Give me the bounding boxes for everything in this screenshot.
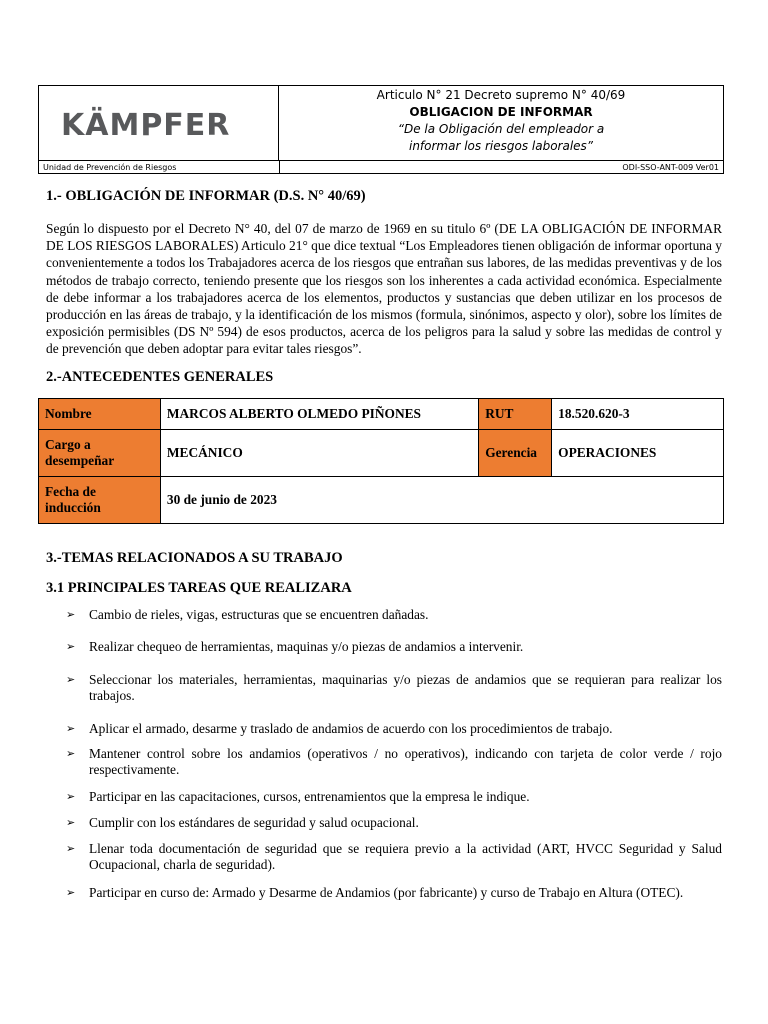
list-item (66, 885, 722, 901)
task-text: Cumplir con los estándares de seguridad y salud ocupacional. (89, 815, 419, 830)
list-item (66, 746, 722, 778)
arrow-bullet-icon: ➢ (66, 722, 76, 735)
gerencia-value: OPERACIONES (552, 430, 724, 477)
task-text: Cambio de rieles, vigas, estructuras que se encuentren dañadas. (89, 607, 429, 622)
cargo-label-line1: Cargo a (45, 437, 91, 452)
list-item (66, 841, 722, 873)
arrow-bullet-icon: ➢ (66, 842, 76, 855)
header-title-line3: “De la Obligación del empleador a (397, 122, 605, 136)
arrow-bullet-icon: ➢ (66, 790, 76, 803)
header-divider (279, 161, 280, 174)
list-item (66, 607, 722, 623)
header-title (279, 86, 723, 161)
arrow-bullet-icon: ➢ (66, 747, 76, 760)
nombre-value: MARCOS ALBERTO OLMEDO PIÑONES (160, 399, 478, 430)
arrow-bullet-icon: ➢ (66, 673, 76, 686)
cargo-label-line2: desempeñar (45, 453, 115, 468)
nombre-label: Nombre (39, 399, 161, 430)
task-text: Participar en las capacitaciones, cursos, entrenamientos que la empresa le indique. (89, 789, 530, 804)
section1-body: Según lo dispuesto por el Decreto N° 40, del 07 de marzo de 1969 en su titulo 6º (DE LA OBLIGACIÓN DE INFORMAR DE LOS RIESGOS LABORALES) Articulo 21° que dice textual “Los Empleadores tienen obligación de informar oportuna y convenientemente a todos los Trabajadores acerca de los riesgos que entrañan sus labores, de las medidas preventivas y de los métodos de trabajo correcto, teniendo presente que los riesgos son los inherentes a cada actividad económica. Especialmente de debe informar a los trabajadores acerca de los elementos, productos y sustancias que deben utilizar en los procesos de producción en las áreas de trabajo, y la identificación de los mismos (formula, sinónimos, aspecto y olor), sobre los límites de exposición permisibles (DS Nº 594) de esos productos, acerca de los peligros para la salud y sobre las medidas de control y de prevención que deben adoptar para evitar tales riesgos”. (46, 221, 722, 357)
list-item (66, 789, 722, 805)
table-row (39, 430, 724, 477)
section1-heading: 1.- OBLIGACIÓN DE INFORMAR (D.S. N° 40/69) (46, 188, 366, 204)
task-text: Llenar toda documentación de seguridad que se requiera previo a la actividad (ART, HVCC Seguridad y Salud Ocupacional, charla de seguridad). (89, 841, 722, 872)
cargo-value: MECÁNICO (160, 430, 478, 477)
task-text: Mantener control sobre los andamios (operativos / no operativos), indicando con tarjeta de color verde / rojo respectivamente. (89, 746, 722, 777)
document-header (38, 85, 724, 174)
logo-text: KÄMPFER (61, 108, 231, 143)
fecha-label-line2: inducción (45, 500, 101, 515)
fecha-label (39, 477, 161, 524)
task-text: Realizar chequeo de herramientas, maquinas y/o piezas de andamios a intervenir. (89, 639, 524, 654)
gerencia-label: Gerencia (479, 430, 552, 477)
fecha-value: 30 de junio de 2023 (160, 477, 723, 524)
kampfer-logo (61, 108, 230, 143)
rut-value: 18.520.620-3 (552, 399, 724, 430)
table-row (39, 477, 724, 524)
header-title-line1: Articulo N° 21 Decreto supremo N° 40/69 (376, 88, 626, 102)
table-row (39, 399, 724, 430)
arrow-bullet-icon: ➢ (66, 886, 76, 899)
header-title-line2: OBLIGACION DE INFORMAR (409, 105, 593, 119)
list-item (66, 672, 722, 704)
list-item (66, 815, 722, 831)
arrow-bullet-icon: ➢ (66, 640, 76, 653)
unit-label: Unidad de Prevención de Riesgos (43, 163, 177, 172)
task-text: Seleccionar los materiales, herramientas, maquinarias y/o piezas de andamios que se requieran para realizar los trabajos. (89, 672, 722, 703)
section2-heading: 2.-ANTECEDENTES GENERALES (46, 369, 274, 385)
list-item (66, 639, 722, 655)
section3-subheading: 3.1 PRINCIPALES TAREAS QUE REALIZARA (46, 580, 352, 596)
list-item (66, 721, 722, 737)
header-footer-row (39, 160, 723, 174)
cargo-label (39, 430, 161, 477)
task-text: Participar en curso de: Armado y Desarme de Andamios (por fabricante) y curso de Trabajo en Altura (OTEC). (89, 885, 684, 900)
header-title-line4: informar los riesgos laborales” (408, 139, 594, 153)
fecha-label-line1: Fecha de (45, 484, 96, 499)
task-text: Aplicar el armado, desarme y traslado de andamios de acuerdo con los procedimientos de trabajo. (89, 721, 613, 736)
arrow-bullet-icon: ➢ (66, 608, 76, 621)
document-code: ODI-SSO-ANT-009 Ver01 (622, 163, 719, 172)
logo-cell (39, 86, 279, 160)
rut-label: RUT (479, 399, 552, 430)
arrow-bullet-icon: ➢ (66, 816, 76, 829)
section3-heading: 3.-TEMAS RELACIONADOS A SU TRABAJO (46, 550, 343, 566)
general-info-table (38, 398, 724, 524)
